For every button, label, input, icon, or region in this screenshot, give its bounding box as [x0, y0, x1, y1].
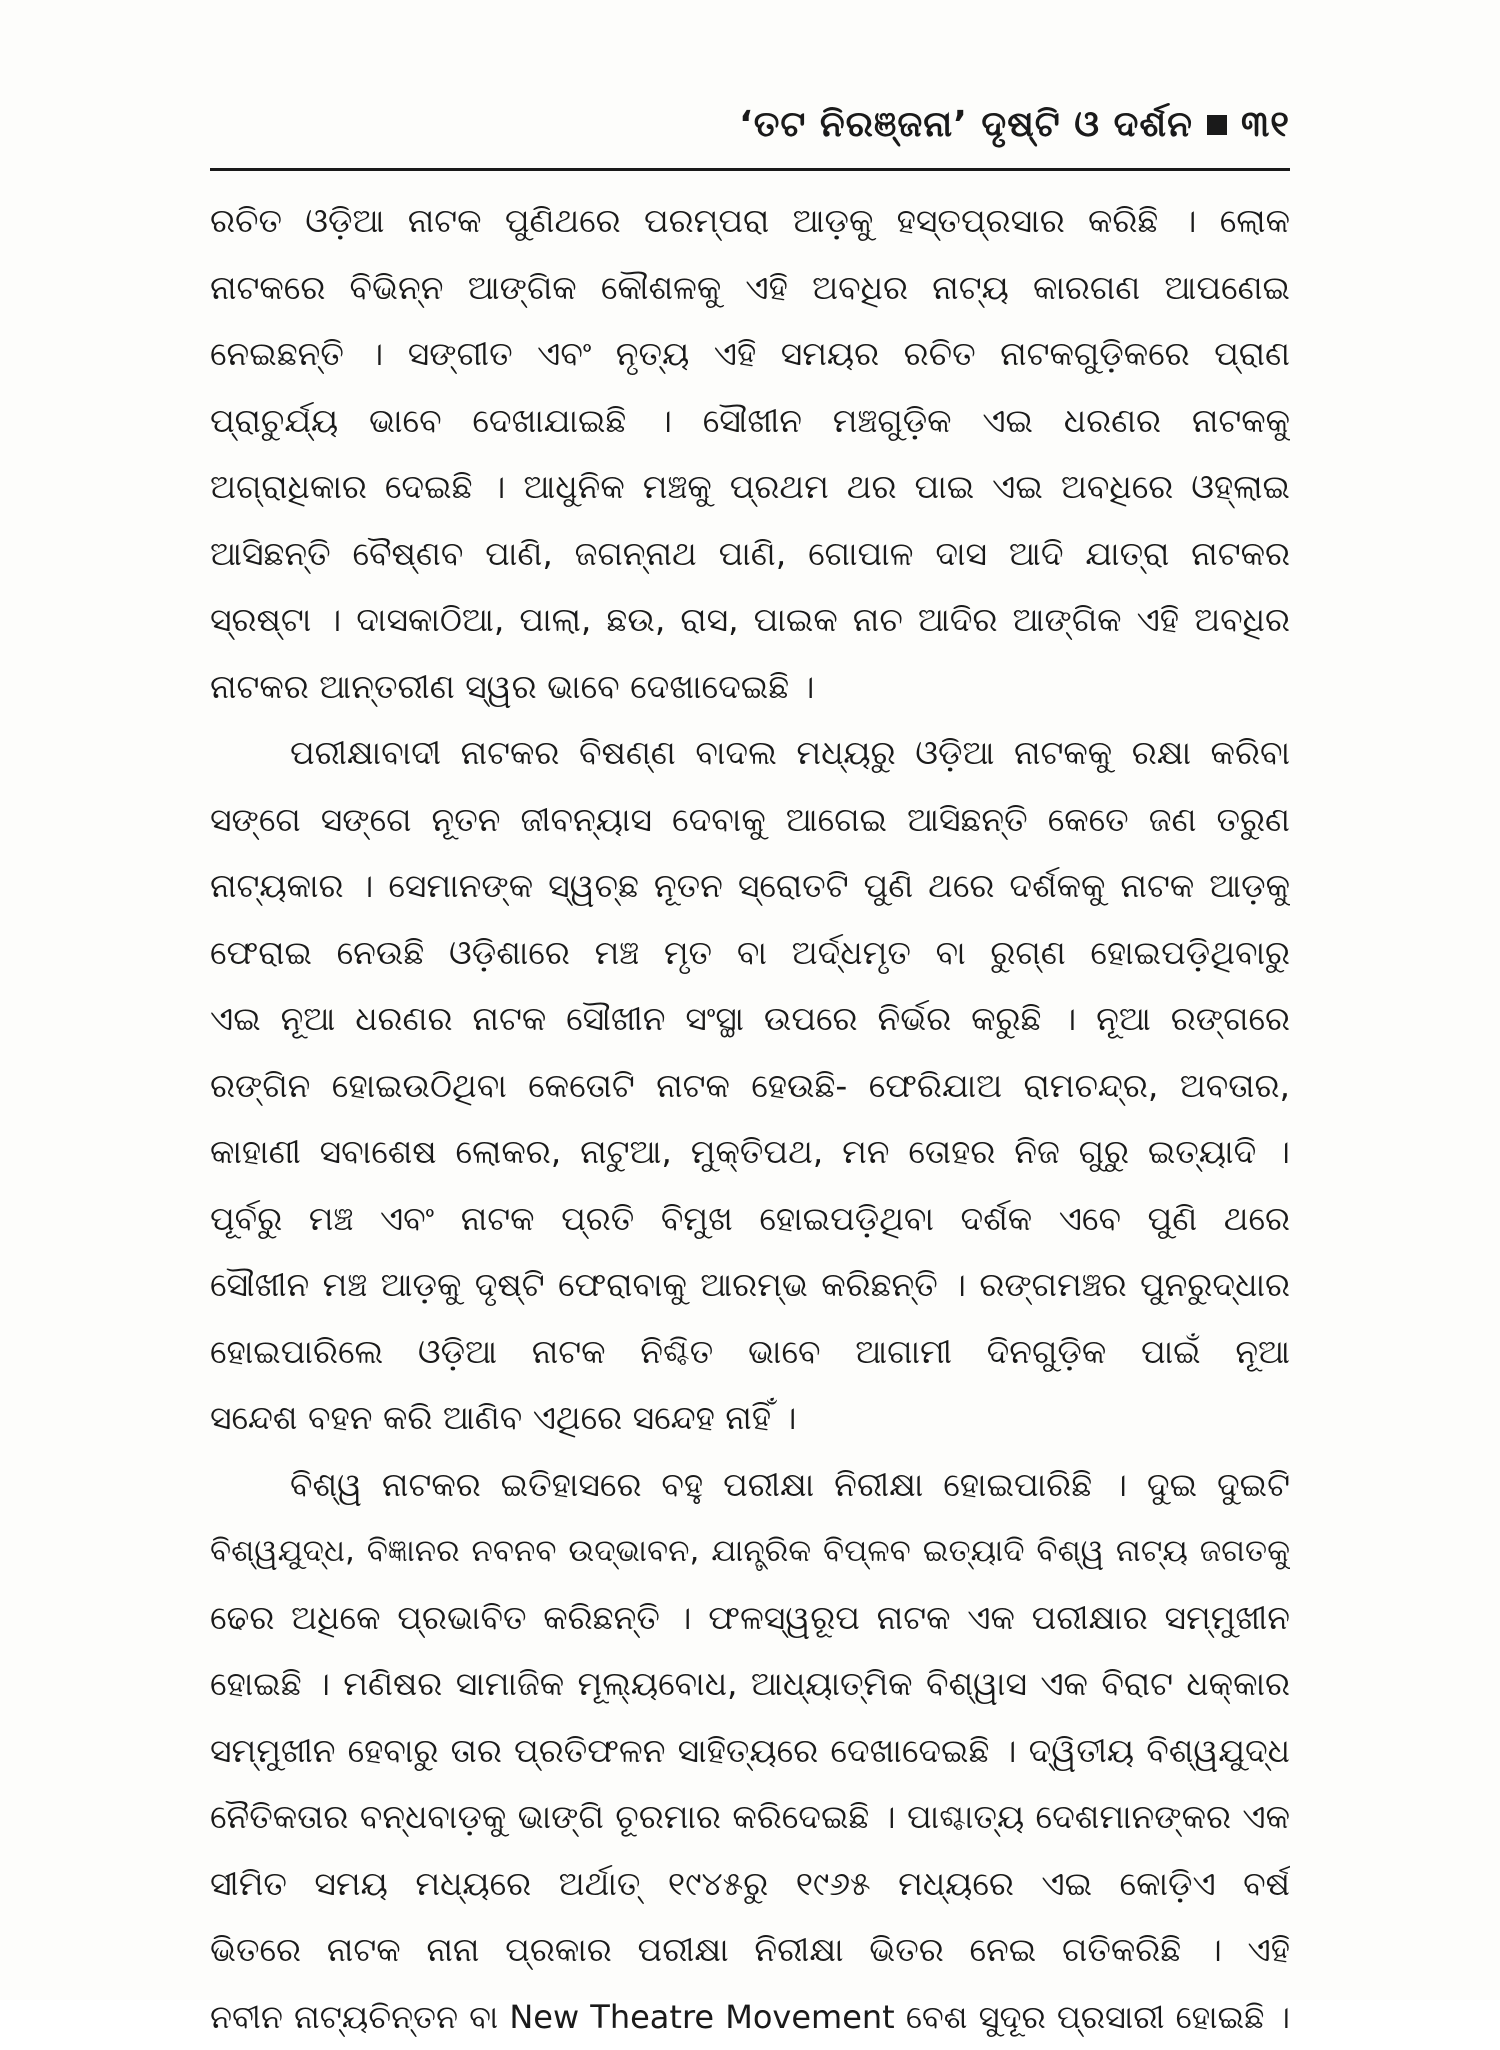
text-line: ରଚିତ ଓଡ଼ିଆ ନାଟକ ପୁଣିଥରେ ପରମ୍ପରା ଆଡ଼କୁ ହସ୍ତପ୍ରସାର କରିଛି । ଲୋକ [210, 188, 1290, 255]
body-text [210, 188, 1290, 2050]
text-line: ନାଟକରେ ବିଭିନ୍ନ ଆଙ୍ଗିକ କୌଶଳକୁ ଏହି ଅବଧିର ନାଟ୍ୟ କାରଗଣ ଆପଣେଇ [210, 255, 1290, 322]
text-line: ବିଶ୍ୱ ନାଟକର ଇତିହାସରେ ବହୁ ପରୀକ୍ଷା ନିରୀକ୍ଷା ହୋଇପାରିଛି । ଦୁଇ ଦୁଇଟି [210, 1452, 1290, 1519]
text-line: ପରୀକ୍ଷାବାଦୀ ନାଟକର ବିଷଣ୍ଣ ବାଦଲ ମଧ୍ୟରୁ ଓଡ଼ିଆ ନାଟକକୁ ରକ୍ଷା କରିବା [210, 720, 1290, 787]
text-line: ନାଟ୍ୟକାର । ସେମାନଙ୍କ ସ୍ୱଚ୍ଛ ନୂତନ ସ୍ରୋତଟି ପୁଣି ଥରେ ଦର୍ଶକକୁ ନାଟକ ଆଡ଼କୁ [210, 853, 1290, 920]
text-line: ବିଶ୍ୱଯୁଦ୍ଧ, ବିଜ୍ଞାନର ନବନବ ଉଦ୍ଭାବନ, ଯାନ୍ତ୍ରିକ ବିପ୍ଳବ ଇତ୍ୟାଦି ବିଶ୍ୱ ନାଟ୍ୟ ଜଗତକୁ [210, 1518, 1290, 1585]
text-line: ନେଇଛନ୍ତି । ସଙ୍ଗୀତ ଏବଂ ନୃତ୍ୟ ଏହି ସମୟର ରଚିତ ନାଟକଗୁଡ଼ିକରେ ପ୍ରାଣ [210, 321, 1290, 388]
text-line: ନବୀନ ନାଟ୍ୟଚିନ୍ତନ ବା New Theatre Movement ବେଶ ସୁଦୂର ପ୍ରସାରୀ ହୋଇଛି । [210, 1984, 1290, 2050]
text-line: ସଙ୍ଗେ ସଙ୍ଗେ ନୂତନ ଜୀବନ୍ୟାସ ଦେବାକୁ ଆଗେଇ ଆସିଛନ୍ତି କେତେ ଜଣ ତରୁଣ [210, 787, 1290, 854]
text-line: ନାଟକର ଆନ୍ତରୀଣ ସ୍ୱର ଭାବେ ଦେଖାଦେଇଛି । [210, 654, 1290, 721]
text-line: ଢେର ଅଧିକେ ପ୍ରଭାବିତ କରିଛନ୍ତି । ଫଳସ୍ୱରୂପ ନାଟକ ଏକ ପରୀକ୍ଷାର ସମ୍ମୁଖୀନ [210, 1585, 1290, 1652]
text-line: ଅଗ୍ରାଧିକାର ଦେଇଛି । ଆଧୁନିକ ମଞ୍ଚକୁ ପ୍ରଥମ ଥର ପାଇ ଏଇ ଅବଧିରେ ଓହ୍ଲାଇ [210, 454, 1290, 521]
text-line: ସମ୍ମୁଖୀନ ହେବାରୁ ତାର ପ୍ରତିଫଳନ ସାହିତ୍ୟରେ ଦେଖାଦେଇଛି । ଦ୍ୱିତୀୟ ବିଶ୍ୱଯୁଦ୍ଧ [210, 1718, 1290, 1785]
running-header [210, 95, 1290, 155]
text-line: ପ୍ରାଚୁର୍ଯ୍ୟ ଭାବେ ଦେଖାଯାଇଛି । ସୌଖୀନ ମଞ୍ଚଗୁଡ଼ିକ ଏଇ ଧରଣର ନାଟକକୁ [210, 388, 1290, 455]
page-number: ୩୧ [1241, 104, 1290, 146]
text-line: ନୈତିକତାର ବନ୍ଧବାଡ଼କୁ ଭାଙ୍ଗି ଚୂରମାର କରିଦେଇଛି । ପାଶ୍ଚାତ୍ୟ ଦେଶମାନଙ୍କର ଏକ [210, 1784, 1290, 1851]
header-rule [210, 168, 1290, 171]
text-line: ସନ୍ଦେଶ ବହନ କରି ଆଣିବ ଏଥିରେ ସନ୍ଦେହ ନାହିଁ । [210, 1385, 1290, 1452]
text-line: ସୀମିତ ସମୟ ମଧ୍ୟରେ ଅର୍ଥାତ୍ ୧୯୪୫ରୁ ୧୯୬୫ ମଧ୍ୟରେ ଏଇ କୋଡ଼ିଏ ବର୍ଷ [210, 1851, 1290, 1918]
text-line: ଭିତରେ ନାଟକ ନାନା ପ୍ରକାର ପରୀକ୍ଷା ନିରୀକ୍ଷା ଭିତର ନେଇ ଗତିକରିଛି । ଏହି [210, 1917, 1290, 1984]
text-line: ଫେରାଇ ନେଉଛି ଓଡ଼ିଶାରେ ମଞ୍ଚ ମୃତ ବା ଅର୍ଦ୍ଧମୃତ ବା ରୁଗ୍ଣ ହୋଇପଡ଼ିଥିବାରୁ [210, 920, 1290, 987]
text-line: ସୌଖୀନ ମଞ୍ଚ ଆଡ଼କୁ ଦୃଷ୍ଟି ଫେରାବାକୁ ଆରମ୍ଭ କରିଛନ୍ତି । ରଙ୍ଗମଞ୍ଚର ପୁନରୁଦ୍ଧାର [210, 1252, 1290, 1319]
text-line: ହୋଇଛି । ମଣିଷର ସାମାଜିକ ମୂଲ୍ୟବୋଧ, ଆଧ୍ୟାତ୍ମିକ ବିଶ୍ୱାସ ଏକ ବିରାଟ ଧକ୍କାର [210, 1651, 1290, 1718]
text-line: ସ୍ରଷ୍ଟା । ଦାସକାଠିଆ, ପାଲା, ଛଉ, ରାସ, ପାଇକ ନାଚ ଆଦିର ଆଙ୍ଗିକ ଏହି ଅବଧିର [210, 587, 1290, 654]
text-line: କାହାଣୀ ସବାଶେଷ ଲୋକର, ନାଟୁଆ, ମୁକ୍ତିପଥ, ମନ ତୋହର ନିଜ ଗୁରୁ ଇତ୍ୟାଦି । [210, 1119, 1290, 1186]
text-line: ଏଇ ନୂଆ ଧରଣର ନାଟକ ସୌଖୀନ ସଂସ୍ଥା ଉପରେ ନିର୍ଭର କରୁଛି । ନୂଆ ରଙ୍ଗରେ [210, 986, 1290, 1053]
text-line: ପୂର୍ବରୁ ମଞ୍ଚ ଏବଂ ନାଟକ ପ୍ରତି ବିମୁଖ ହୋଇପଡ଼ିଥିବା ଦର୍ଶକ ଏବେ ପୁଣି ଥରେ [210, 1186, 1290, 1253]
square-bullet-icon [1207, 115, 1227, 135]
header-title: ‘ତଟ ନିରଞ୍ଜନା’ ଦୃଷ୍ଟି ଓ ଦର୍ଶନ [739, 104, 1193, 146]
text-line: ହୋଇପାରିଲେ ଓଡ଼ିଆ ନାଟକ ନିଶ୍ଚିତ ଭାବେ ଆଗାମୀ ଦିନଗୁଡ଼ିକ ପାଇଁ ନୂଆ [210, 1319, 1290, 1386]
text-line: ରଙ୍ଗିନ ହୋଇଉଠିଥିବା କେତୋଟି ନାଟକ ହେଉଛି- ଫେରିଯାଅ ରାମଚନ୍ଦ୍ର, ଅବତାର, [210, 1053, 1290, 1120]
text-line: ଆସିଛନ୍ତି ବୈଷ୍ଣବ ପାଣି, ଜଗନ୍ନାଥ ପାଣି, ଗୋପାଳ ଦାସ ଆଦି ଯାତ୍ରା ନାଟକର [210, 521, 1290, 588]
